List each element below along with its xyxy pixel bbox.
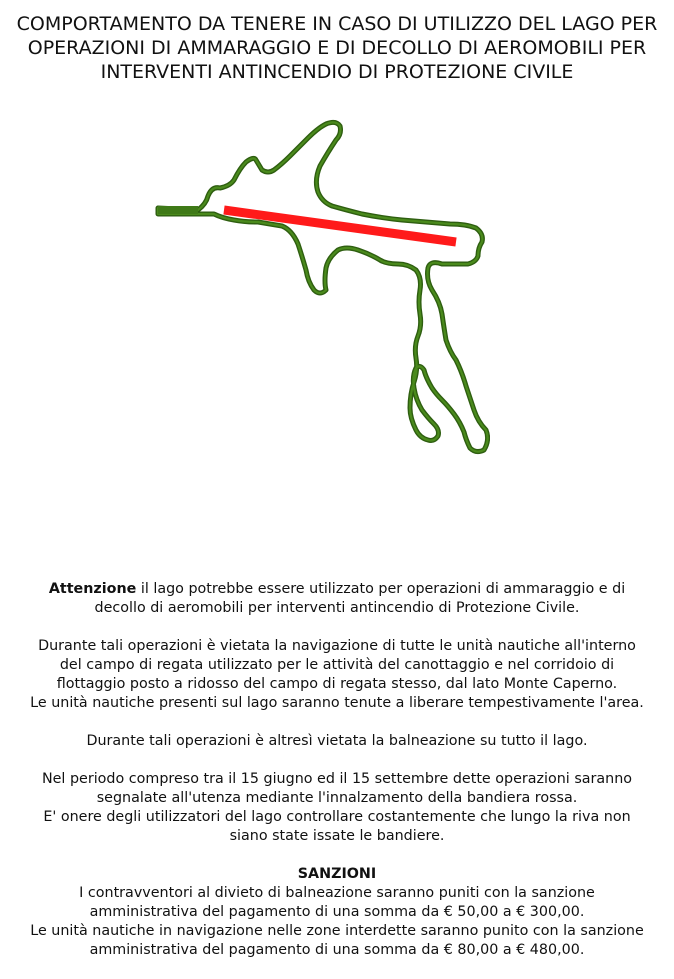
sanctions-line: Le unità nautiche in navigazione nelle zone interdette saranno punito con la sanzione [30,923,644,939]
bathing-paragraph [18,732,656,751]
title-line: COMPORTAMENTO DA TENERE IN CASO DI UTILIZZO DEL LAGO PER [16,13,658,35]
navigation-line: Le unità nautiche presenti sul lago saranno tenute a liberare tempestivamente l'area. [30,695,644,711]
period-line: E' onere degli utilizzatori del lago controllare costantemente che lungo la riva non [43,809,631,825]
lake-shoreline-highlight [158,122,488,451]
title-line: OPERAZIONI DI AMMARAGGIO E DI DECOLLO DI AEROMOBILI PER [27,37,647,59]
period-line: Nel periodo compreso tra il 15 giugno ed il 15 settembre dette operazioni saranno [41,771,633,787]
page-title [10,12,664,84]
sanctions-section [18,865,656,960]
lake-shoreline [158,122,488,451]
sanctions-heading: SANZIONI [297,866,377,882]
attention-label: Attenzione [48,581,137,597]
period-line: segnalate all'utenza mediante l'innalzamento della bandiera rossa. [96,790,578,806]
attention-text: decollo di aeromobili per interventi antincendio di Protezione Civile. [94,600,580,616]
sanctions-line: amministrativa del pagamento di una somma da € 50,00 a € 300,00. [89,904,585,920]
navigation-paragraph [18,637,656,713]
lake-inlet [158,206,198,214]
runway-strip [224,210,456,242]
navigation-line: flottaggio posto a ridosso del campo di regata stesso, dal lato Monte Caperno. [56,676,618,692]
period-line: siano state issate le bandiere. [229,828,445,844]
sanctions-line: I contravventori al divieto di balneazione saranno puniti con la sanzione [79,885,595,901]
lake-map [150,118,490,463]
period-paragraph [18,770,656,846]
navigation-line: del campo di regata utilizzato per le attività del canottaggio e nel corridoio di [59,657,615,673]
lake-outline [158,122,488,451]
bathing-line: Durante tali operazioni è altresì vietata la balneazione su tutto il lago. [86,733,588,749]
attention-text: il lago potrebbe essere utilizzato per operazioni di ammaraggio e di [136,581,626,597]
title-line: INTERVENTI ANTINCENDIO DI PROTEZIONE CIVILE [100,61,574,83]
attention-paragraph [18,580,656,618]
navigation-line: Durante tali operazioni è vietata la navigazione di tutte le unità nautiche all'interno [38,638,636,654]
notice-body [18,580,656,979]
sanctions-line: amministrativa del pagamento di una somma da € 80,00 a € 480,00. [89,942,585,958]
